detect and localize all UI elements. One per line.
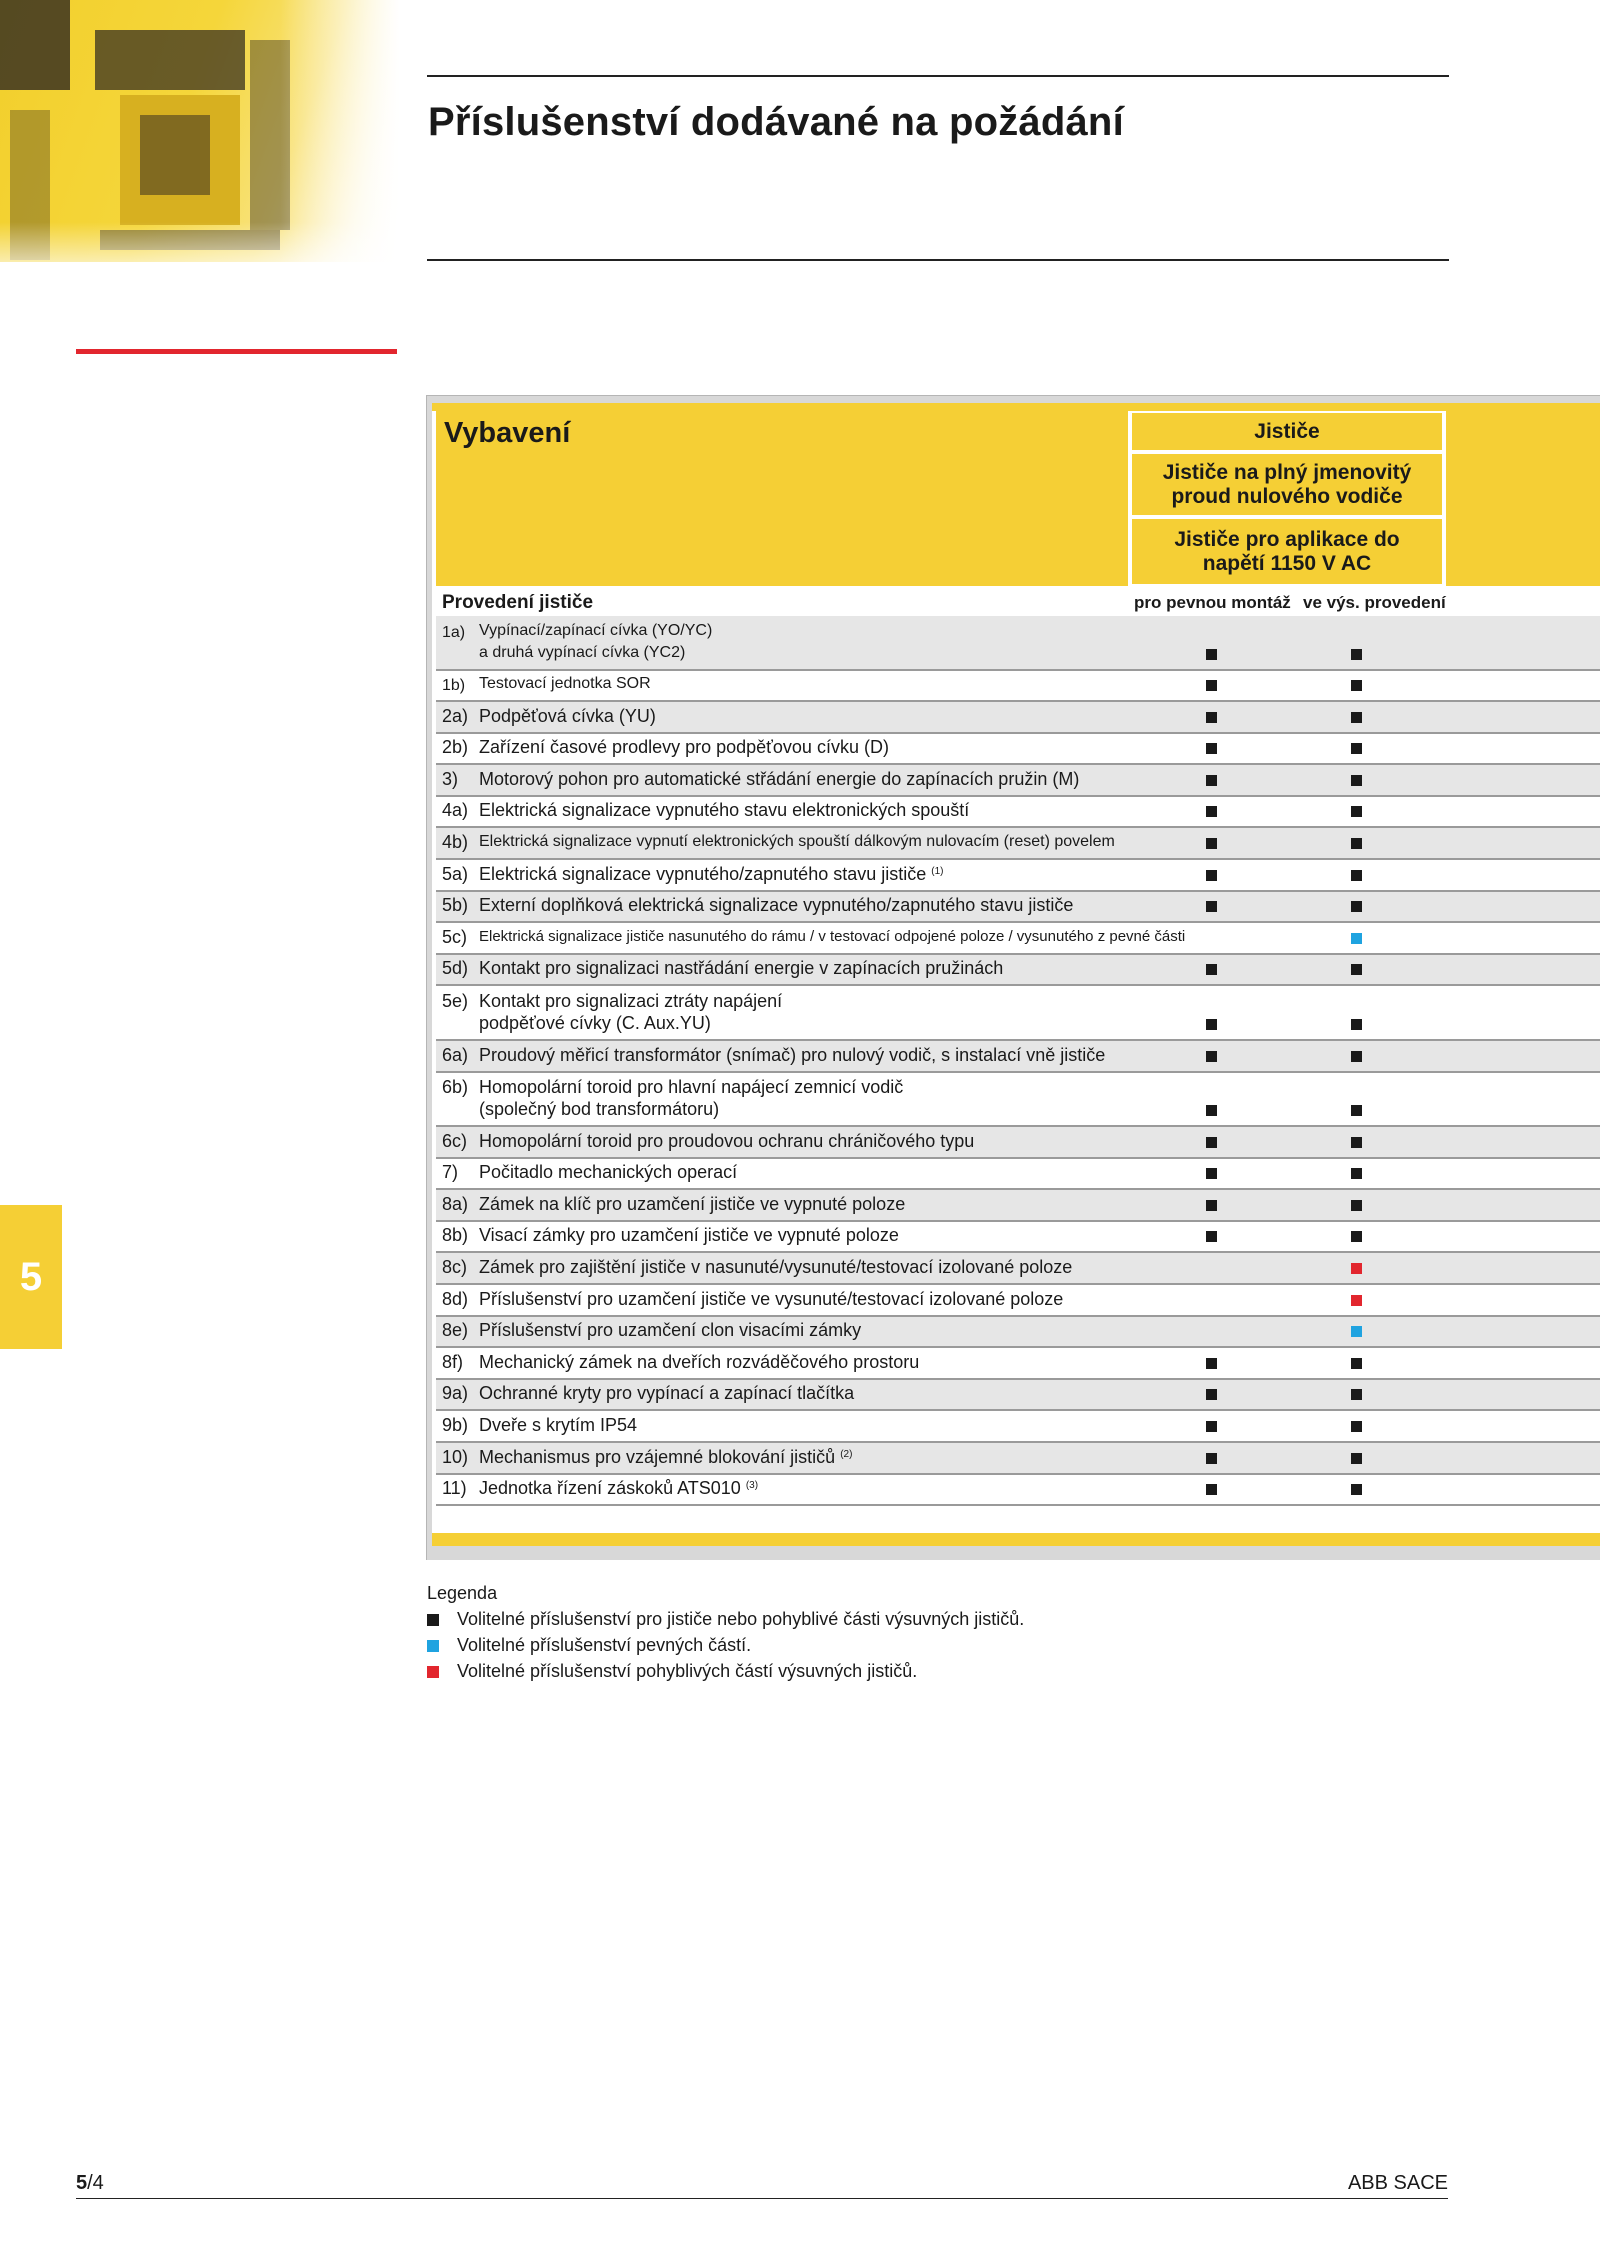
row-number: 9a) (442, 1383, 469, 1404)
black-square-mark (1206, 870, 1217, 881)
row-number: 2b) (442, 737, 469, 758)
row-description (479, 957, 1003, 979)
page-number: 5/4 (76, 2172, 104, 2194)
table-rows (436, 616, 1600, 1506)
row-description (479, 1288, 1063, 1310)
black-square-mark (1351, 838, 1362, 849)
black-square-mark (1351, 1105, 1362, 1116)
row-number: 8b) (442, 1225, 469, 1246)
row-text-line: Jednotka řízení záskoků ATS010 $^{(3)}$ (479, 1478, 759, 1499)
table-heading: Vybavení (444, 417, 571, 449)
black-square-mark (1351, 1051, 1362, 1062)
row-number: 8f) (442, 1351, 464, 1372)
row-number: 2a) (442, 705, 469, 726)
row-text-line: Elektrická signalizace vypnutého stavu elektronických spouští (479, 800, 970, 821)
legend-swatch (427, 1640, 439, 1652)
black-square-mark (1206, 1421, 1217, 1432)
black-square-mark (1351, 775, 1362, 786)
row-number: 3) (442, 768, 459, 789)
row-number: 6b) (442, 1077, 469, 1098)
black-square-mark (1351, 712, 1362, 723)
legend (427, 1580, 1024, 1684)
col-header-extra (1446, 411, 1600, 586)
table-row (436, 1159, 1600, 1191)
red-accent-bar (76, 349, 397, 354)
table-row (436, 1475, 1600, 1507)
row-text-line: Elektrická signalizace vypnutí elektronických spouští dálkovým nulovacím (reset) povelem (479, 833, 1115, 851)
row-description (479, 831, 1115, 853)
black-square-mark (1351, 870, 1362, 881)
row-text-line: Zámek pro zajištění jističe v nasunuté/vysunuté/testovací izolované poloze (479, 1257, 1073, 1277)
row-text-line: Kontakt pro signalizaci nastřádání energie v zapínacích pružinách (479, 958, 1004, 979)
row-number: 8d) (442, 1288, 469, 1309)
legend-text: Volitelné příslušenství pohyblivých částí výsuvných jističů. (457, 1661, 918, 1681)
row-number: 1b) (442, 677, 466, 695)
subheader-col-fixed: pro pevnou montáž (1134, 593, 1291, 612)
table-row (436, 1222, 1600, 1254)
row-text-line: Počitadlo mechanických operací (479, 1162, 738, 1183)
table-row (436, 923, 1600, 955)
page-title: Příslušenství dodávané na požádání (428, 100, 1124, 144)
black-square-mark (1206, 1231, 1217, 1242)
row-description (479, 861, 944, 885)
row-number: 5a) (442, 863, 469, 884)
header-photo (0, 0, 400, 262)
col-header-jistice: Jističe (1130, 411, 1444, 452)
row-description (479, 620, 712, 664)
black-square-mark (1206, 806, 1217, 817)
table-row (436, 828, 1600, 860)
row-number: 8e) (442, 1320, 469, 1341)
row-description (479, 1414, 637, 1436)
table-row (436, 1317, 1600, 1349)
table-row (436, 892, 1600, 924)
row-text-line: Příslušenství pro uzamčení clon visacími zámky (479, 1320, 862, 1341)
black-square-mark (1351, 1453, 1362, 1464)
row-text-line: Proudový měřicí transformátor (snímač) pro nulový vodič, s instalací vně jističe (479, 1044, 1106, 1065)
row-text-line: (společný bod transformátoru) (479, 1099, 720, 1120)
black-square-mark (1206, 1389, 1217, 1400)
row-number: 4a) (442, 800, 469, 821)
red-square-mark (1351, 1263, 1362, 1274)
row-number: 5b) (442, 895, 469, 916)
legend-text: Volitelné příslušenství pevných částí. (457, 1635, 752, 1655)
row-description (479, 1161, 737, 1183)
black-square-mark (1206, 712, 1217, 723)
black-square-mark (1206, 838, 1217, 849)
table-row (436, 955, 1600, 987)
table-row (436, 671, 1600, 703)
blue-square-mark (1351, 1326, 1362, 1337)
row-description (479, 990, 782, 1034)
black-square-mark (1206, 1105, 1217, 1116)
black-square-mark (1206, 1200, 1217, 1211)
black-square-mark (1351, 964, 1362, 975)
subheader-label: Provedení jističe (442, 592, 594, 613)
row-text-line: Mechanický zámek na dveřích rozváděčového prostoru (479, 1351, 920, 1372)
black-square-mark (1351, 1137, 1362, 1148)
row-text-line: Testovací jednotka SOR (479, 675, 651, 693)
table-heading-cell (436, 411, 1128, 586)
table-row (436, 986, 1600, 1041)
row-text-line: a druhá vypínací cívka (YC2) (479, 643, 686, 661)
table-subheader (436, 590, 1600, 616)
row-text-line: Elektrická signalizace vypnutého/zapnutého stavu jističe $^{(1)}$ (479, 863, 944, 884)
black-square-mark (1206, 680, 1217, 691)
row-text-line: Podpěťová cívka (YU) (479, 705, 656, 726)
row-description (479, 673, 651, 695)
row-number: 5c) (442, 926, 468, 947)
row-number: 6a) (442, 1044, 469, 1065)
row-text-line: Homopolární toroid pro hlavní napájecí zemnicí vodič (479, 1077, 904, 1098)
black-square-mark (1351, 649, 1362, 660)
subheader-col-withdrawable: ve výs. provedení (1303, 593, 1446, 612)
black-square-mark (1351, 1231, 1362, 1242)
black-square-mark (1206, 1484, 1217, 1495)
row-description (479, 1130, 974, 1152)
row-text-line: Ochranné kryty pro vypínací a zapínací tlačítka (479, 1383, 855, 1404)
black-square-mark (1206, 743, 1217, 754)
row-text-line: Motorový pohon pro automatické střádání energie do zapínacích pružin (M) (479, 768, 1080, 789)
black-square-mark (1351, 1484, 1362, 1495)
black-square-mark (1206, 1019, 1217, 1030)
row-text-line: Zařízení časové prodlevy pro podpěťovou cívku (D) (479, 737, 889, 758)
legend-swatch (427, 1666, 439, 1678)
row-description (479, 736, 889, 758)
legend-item (427, 1632, 1024, 1658)
table-row (436, 1285, 1600, 1317)
table-row (436, 1348, 1600, 1380)
row-text-line: Homopolární toroid pro proudovou ochranu chráničového typu (479, 1130, 975, 1151)
table-row (436, 1041, 1600, 1073)
row-text-line: Příslušenství pro uzamčení jističe ve vysunuté/testovací izolované poloze (479, 1288, 1064, 1309)
row-number: 10) (442, 1446, 469, 1467)
legend-text: Volitelné příslušenství pro jističe nebo pohyblivé části výsuvných jističů. (457, 1609, 1025, 1629)
black-square-mark (1351, 1019, 1362, 1030)
row-number: 9b) (442, 1414, 469, 1435)
row-text-line: Zámek na klíč pro uzamčení jističe ve vypnuté poloze (479, 1193, 906, 1214)
black-square-mark (1351, 1421, 1362, 1432)
row-description (479, 1382, 854, 1404)
row-number: 1a) (442, 623, 466, 641)
row-description (479, 926, 1185, 948)
row-number: 8c) (442, 1257, 468, 1277)
black-square-mark (1206, 964, 1217, 975)
footer-brand: ABB SACE (1347, 2172, 1448, 2194)
row-description (479, 894, 1073, 916)
red-square-mark (1351, 1295, 1362, 1306)
table-row (436, 860, 1600, 892)
legend-swatch (427, 1614, 439, 1626)
row-description (479, 1319, 861, 1341)
row-description (479, 1076, 903, 1120)
row-description (479, 1193, 905, 1215)
black-square-mark (1351, 901, 1362, 912)
row-number: 5e) (442, 990, 469, 1011)
row-description (479, 1444, 852, 1468)
row-text-line: Vypínací/zapínací cívka (YO/YC) (479, 621, 713, 639)
row-description (479, 1475, 758, 1499)
table-top-bar (432, 403, 1600, 411)
table-row (436, 1127, 1600, 1159)
legend-item (427, 1658, 1024, 1684)
row-description (479, 768, 1079, 790)
footnote-ref: (3) (745, 1480, 759, 1492)
table-row (436, 765, 1600, 797)
row-number: 11) (442, 1478, 467, 1499)
table-row (436, 1380, 1600, 1412)
table-row (436, 1073, 1600, 1128)
legend-title: Legenda (427, 1583, 498, 1603)
row-number: 6c) (442, 1130, 468, 1151)
black-square-mark (1351, 1358, 1362, 1369)
black-square-mark (1206, 1168, 1217, 1179)
footer-rule (76, 2198, 1448, 2199)
title-rule-top (427, 75, 1449, 77)
table-row (436, 1253, 1600, 1285)
row-description (479, 1224, 899, 1246)
col-header-aplikace-1150: Jističe pro aplikace do napětí 1150 V AC (1130, 517, 1444, 586)
row-text-line: Visací zámky pro uzamčení jističe ve vypnuté poloze (479, 1225, 899, 1246)
black-square-mark (1206, 1051, 1217, 1062)
row-description (479, 1044, 1105, 1066)
table-row (436, 797, 1600, 829)
row-text-line: Mechanismus pro vzájemné blokování jističů $^{(2)}$ (479, 1446, 853, 1467)
blue-square-mark (1351, 933, 1362, 944)
table-row (436, 1443, 1600, 1475)
row-number: 7) (442, 1162, 459, 1183)
title-rule-bottom (427, 259, 1449, 261)
row-number: 4b) (442, 832, 469, 853)
table-row (436, 1411, 1600, 1443)
row-number: 5d) (442, 958, 469, 979)
row-text-line: Externí doplňková elektrická signalizace vypnutého/zapnutého stavu jističe (479, 895, 1074, 916)
row-description (479, 1351, 919, 1373)
black-square-mark (1206, 1358, 1217, 1369)
table-row (436, 616, 1600, 671)
table-bottom-bar (432, 1533, 1600, 1546)
footnote-ref: (2) (840, 1448, 853, 1460)
black-square-mark (1351, 680, 1362, 691)
row-text-line: Elektrická signalizace jističe nasunutého do rámu / v testovací odpojené poloze / vysunutého z pevné části (479, 927, 1186, 945)
black-square-mark (1206, 649, 1217, 660)
row-description (479, 705, 656, 727)
footnote-ref: (1) (931, 865, 944, 877)
row-description (479, 1256, 1072, 1278)
row-number: 8a) (442, 1193, 469, 1214)
black-square-mark (1206, 901, 1217, 912)
black-square-mark (1206, 775, 1217, 786)
black-square-mark (1351, 806, 1362, 817)
chapter-tab: 5 (0, 1205, 62, 1349)
black-square-mark (1351, 743, 1362, 754)
black-square-mark (1351, 1200, 1362, 1211)
col-header-plny-proud: Jističe na plný jmenovitý proud nulového vodiče (1130, 452, 1444, 517)
black-square-mark (1351, 1168, 1362, 1179)
black-square-mark (1351, 1389, 1362, 1400)
table-row (436, 702, 1600, 734)
legend-item (427, 1606, 1024, 1632)
table-row (436, 1190, 1600, 1222)
row-description (479, 799, 969, 821)
row-text-line: podpěťové cívky (C. Aux.YU) (479, 1012, 711, 1033)
row-text-line: Kontakt pro signalizaci ztráty napájení (479, 990, 783, 1011)
row-text-line: Dveře s krytím IP54 (479, 1414, 638, 1435)
table-row (436, 734, 1600, 766)
black-square-mark (1206, 1137, 1217, 1148)
black-square-mark (1206, 1453, 1217, 1464)
